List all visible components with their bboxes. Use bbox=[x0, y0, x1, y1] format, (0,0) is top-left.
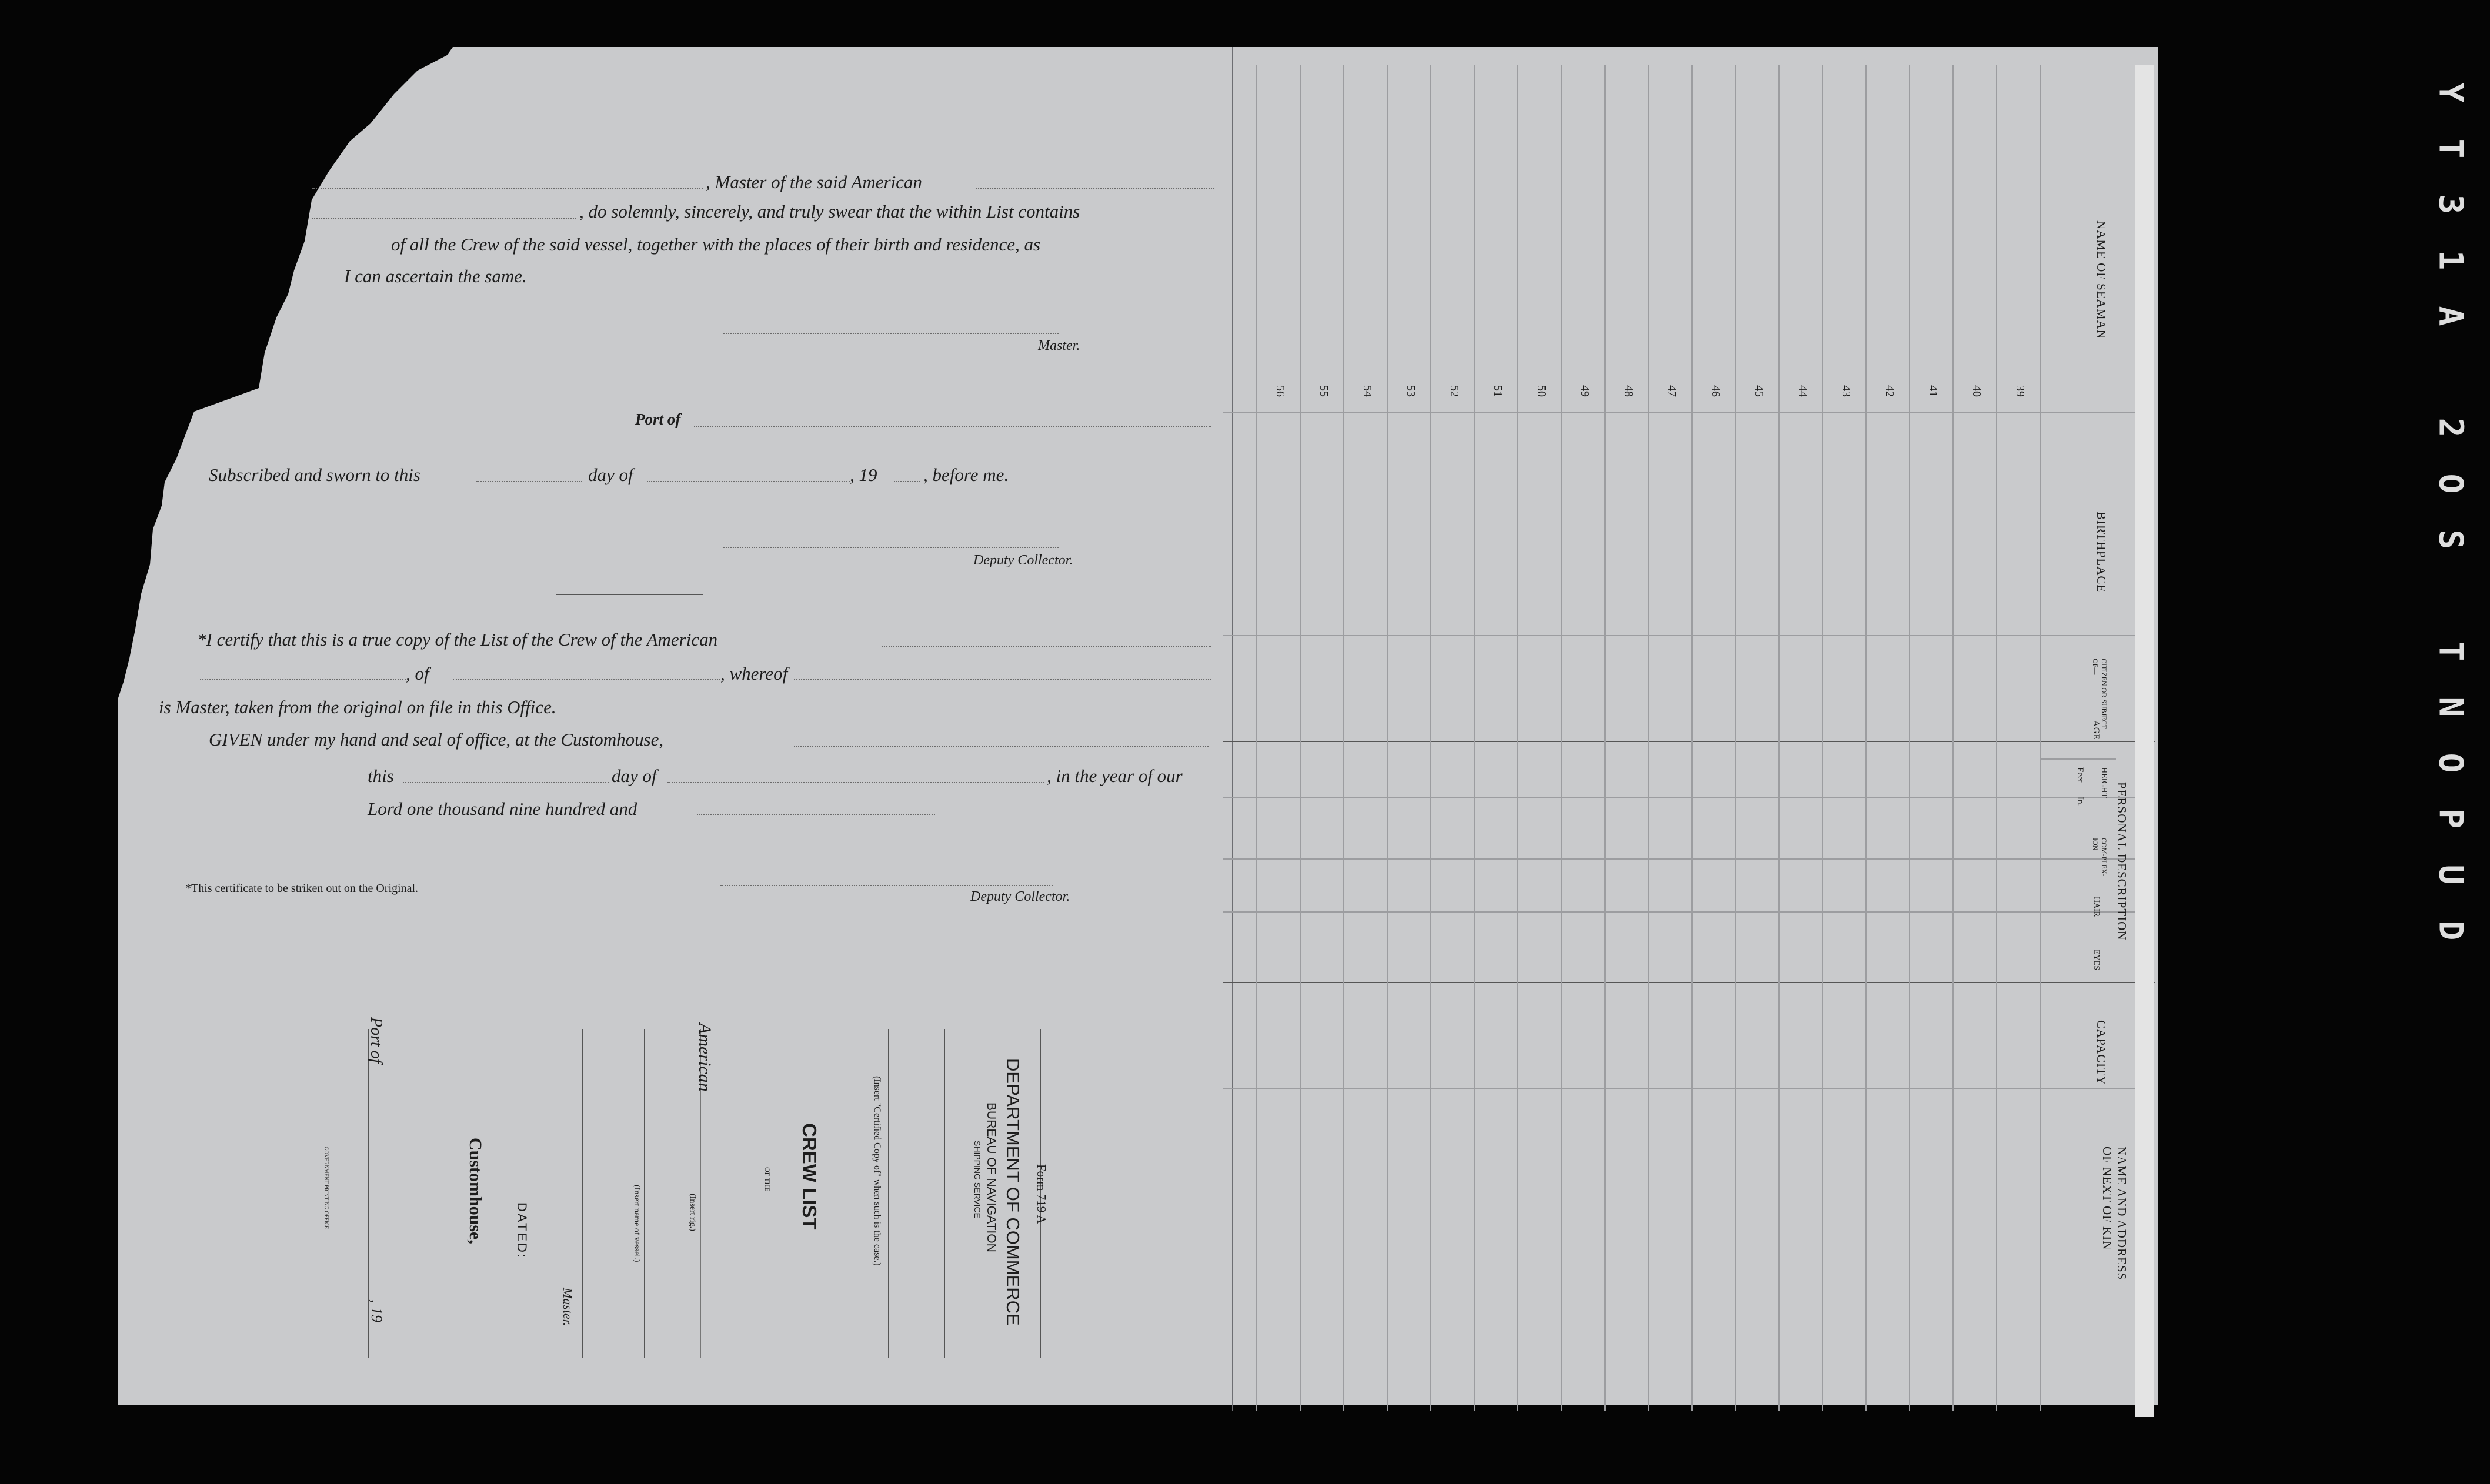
certificate-year: , in the year of our bbox=[1047, 766, 1183, 786]
row-number: 48 bbox=[1622, 385, 1635, 397]
subscribed-day-of: day of bbox=[588, 464, 633, 485]
row-number: 44 bbox=[1796, 385, 1809, 397]
table-column-line bbox=[1691, 65, 1693, 1411]
row-number: 41 bbox=[1927, 385, 1940, 397]
film-strip-character: P bbox=[2431, 808, 2470, 829]
dated-label: DATED: bbox=[515, 1202, 529, 1260]
row-number: 52 bbox=[1448, 385, 1461, 397]
of-the-label: OF THE bbox=[763, 1167, 772, 1192]
table-column-line bbox=[1735, 65, 1736, 1411]
certificate-given: GIVEN under my hand and seal of office, at the Customhouse, bbox=[209, 729, 664, 750]
table-column-line bbox=[1256, 65, 1257, 1411]
row-number: 43 bbox=[1840, 385, 1853, 397]
header-personal-description: PERSONAL DESCRIPTION bbox=[2115, 782, 2129, 941]
row-number: 49 bbox=[1578, 385, 1591, 397]
header-hair: HAIR bbox=[2092, 897, 2101, 917]
table-column-line bbox=[1300, 65, 1301, 1411]
table-column-line bbox=[1865, 65, 1867, 1411]
film-strip-character: O bbox=[2431, 473, 2470, 494]
row-number: 55 bbox=[1317, 385, 1330, 397]
film-strip-character: 3 bbox=[2431, 194, 2470, 215]
table-column-line bbox=[1952, 65, 1954, 1411]
film-strip-character: N bbox=[2431, 697, 2470, 717]
document-sheet bbox=[118, 47, 2158, 1405]
table-column-line bbox=[1561, 65, 1562, 1411]
row-number: 47 bbox=[1665, 385, 1678, 397]
film-strip-character: O bbox=[2431, 753, 2470, 773]
port-of-label: Port of bbox=[635, 410, 681, 428]
american-label: American bbox=[695, 1023, 715, 1092]
certificate-this: this bbox=[368, 766, 394, 786]
header-next-of-kin: NAME AND ADDRESS OF NEXT OF KIN bbox=[2100, 1147, 2129, 1281]
section-divider bbox=[556, 594, 703, 595]
deputy-collector-label-1: Deputy Collector. bbox=[973, 553, 1073, 568]
film-strip-character: 2 bbox=[2431, 417, 2470, 438]
header-feet: Feet bbox=[2075, 767, 2085, 783]
film-strip-character: T bbox=[2431, 138, 2470, 159]
paper-edge bbox=[2135, 65, 2154, 1417]
header-age: AGE bbox=[2091, 720, 2101, 740]
certificate-day-of: day of bbox=[612, 766, 657, 786]
table-column-line bbox=[1822, 65, 1823, 1411]
header-birthplace: BIRTHPLACE bbox=[2094, 512, 2108, 593]
form-number: Form 719 A bbox=[1034, 1164, 1049, 1224]
table-column-line bbox=[1909, 65, 1910, 1411]
deputy-collector-label-2: Deputy Collector. bbox=[970, 889, 1070, 904]
table-column-line bbox=[1387, 65, 1388, 1411]
table-column-line bbox=[1517, 65, 1518, 1411]
certificate-line-3: is Master, taken from the original on file in this Office. bbox=[159, 697, 556, 717]
certificate-lord: Lord one thousand nine hundred and bbox=[368, 798, 637, 819]
row-number: 46 bbox=[1709, 385, 1722, 397]
certificate-of: , of bbox=[406, 663, 429, 684]
header-eyes: EYES bbox=[2092, 950, 2101, 970]
table-column-line bbox=[2040, 65, 2041, 1411]
film-strip-character: Y bbox=[2431, 82, 2470, 103]
table-column-line bbox=[1343, 65, 1344, 1411]
cover-year-label: , 19 bbox=[368, 1299, 385, 1322]
film-strip-character: T bbox=[2431, 641, 2470, 661]
film-strip-character: U bbox=[2431, 864, 2470, 885]
port-of-cover-label: Port of bbox=[367, 1017, 385, 1064]
header-citizen: CITIZEN OR SUBJECT OF— bbox=[2091, 659, 2108, 729]
row-number: 53 bbox=[1404, 385, 1417, 397]
row-number: 56 bbox=[1274, 385, 1287, 397]
shipping-service: SHIPPING SERVICE bbox=[973, 1141, 982, 1219]
header-complexion: COM-PLEX-ION bbox=[2091, 838, 2108, 877]
header-capacity: CAPACITY bbox=[2094, 1020, 2108, 1086]
oath-line-2: , do solemnly, sincerely, and truly swear that the within List contains bbox=[579, 201, 1080, 222]
certificate-whereof: , whereof bbox=[720, 663, 788, 684]
table-column-line bbox=[1996, 65, 1997, 1411]
oath-line-4: I can ascertain the same. bbox=[344, 266, 527, 286]
header-height: HEIGHT bbox=[2100, 767, 2108, 798]
film-strip-character: S bbox=[2431, 529, 2470, 550]
certified-copy-note: (Insert "Certified Copy of" when such is the case.) bbox=[872, 1076, 882, 1266]
header-name-of-seaman: NAME OF SEAMAN bbox=[2094, 220, 2108, 339]
subscribed-before-me: , before me. bbox=[923, 464, 1009, 485]
customhouse-label: Customhouse, bbox=[466, 1138, 485, 1244]
department-title: DEPARTMENT OF COMMERCE bbox=[1003, 1058, 1023, 1326]
insert-vessel-label: (Insert name of vessel.) bbox=[632, 1185, 641, 1262]
printing-office: GOVERNMENT PRINTING OFFICE bbox=[323, 1147, 329, 1229]
row-number: 54 bbox=[1361, 385, 1374, 397]
row-number: 39 bbox=[2014, 385, 2027, 397]
subscribed-year: , 19 bbox=[850, 464, 877, 485]
oath-line-1: , Master of the said American bbox=[706, 172, 922, 192]
table-column-line bbox=[1778, 65, 1780, 1411]
row-number: 40 bbox=[1970, 385, 1983, 397]
film-strip-character: A bbox=[2431, 306, 2470, 326]
table-column-line bbox=[1648, 65, 1649, 1411]
row-number: 45 bbox=[1753, 385, 1765, 397]
table-column-line bbox=[1604, 65, 1606, 1411]
certificate-line-1: *I certify that this is a true copy of the List of the Crew of the American bbox=[197, 629, 718, 650]
film-strip-character: 1 bbox=[2431, 250, 2470, 270]
oath-line-3: of all the Crew of the said vessel, together with the places of their birth and residence, as bbox=[391, 234, 1041, 255]
row-number: 42 bbox=[1883, 385, 1896, 397]
subscribed-text: Subscribed and sworn to this bbox=[209, 464, 420, 485]
table-column-line bbox=[1474, 65, 1475, 1411]
insert-rig-label: (Insert rig.) bbox=[688, 1194, 697, 1231]
header-inches: In. bbox=[2075, 797, 2085, 807]
bureau-title: BUREAU OF NAVIGATION bbox=[984, 1102, 998, 1252]
table-column-line bbox=[1430, 65, 1431, 1411]
cover-master-label: Master. bbox=[560, 1288, 575, 1326]
master-signature-label: Master. bbox=[1038, 338, 1080, 353]
film-strip-character: D bbox=[2431, 920, 2470, 941]
certificate-footnote: *This certificate to be striken out on the Original. bbox=[185, 882, 418, 895]
row-number: 50 bbox=[1535, 385, 1548, 397]
crew-list-title: CREW LIST bbox=[799, 1123, 820, 1230]
row-number: 51 bbox=[1491, 385, 1504, 397]
